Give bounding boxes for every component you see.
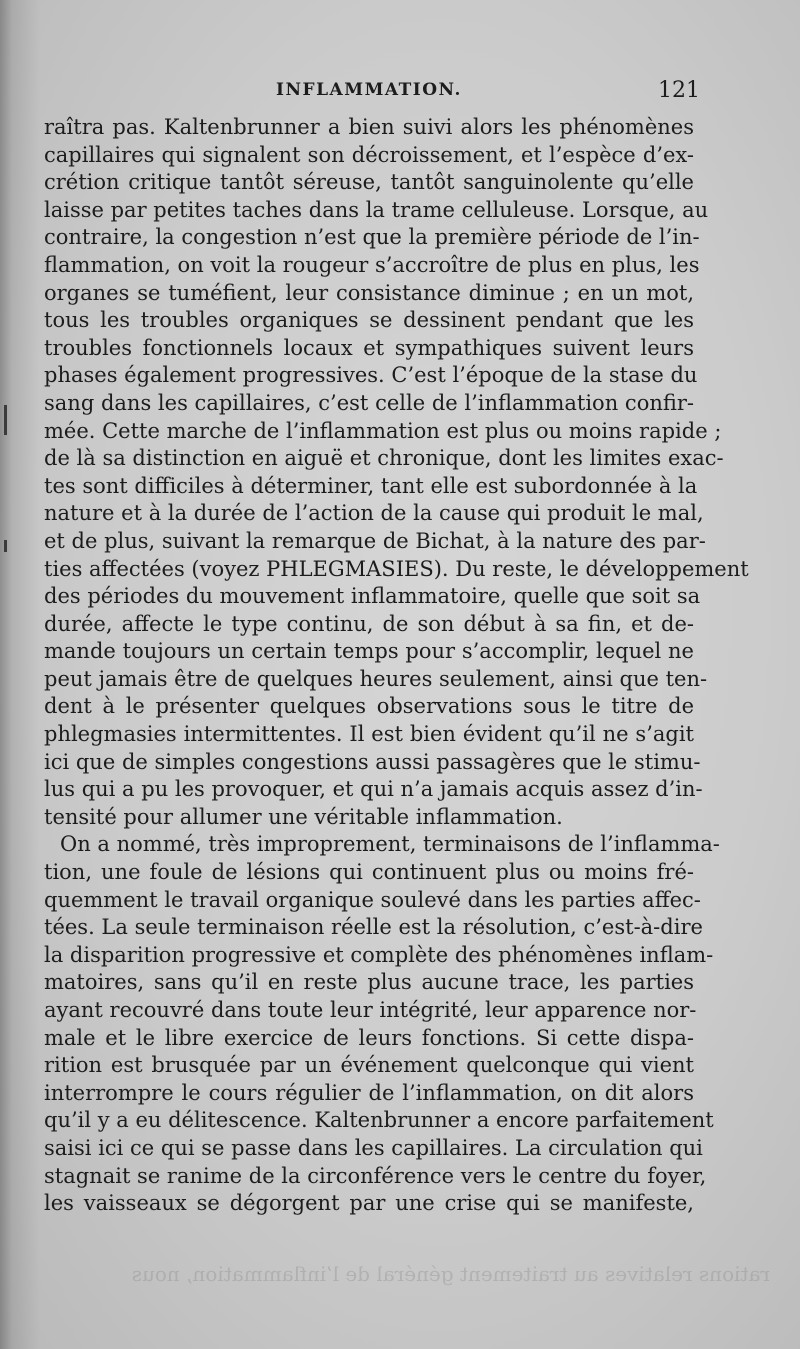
text-line: tensité pour allumer une véritable inflammation.: [44, 804, 563, 829]
binding-shadow-mark: [4, 405, 7, 435]
text-line: tées. La seule terminaison réelle est la résolution, c’est-à-dire: [44, 915, 703, 940]
text-line: tion, une foule de lésions qui continuent plus ou moins fré-: [44, 860, 694, 885]
text-line: la disparition progressive et complète des phénomènes inflam-: [44, 942, 714, 967]
page-header: [44, 78, 700, 104]
text-line: organes se tuméfient, leur consistance diminue ; en un mot,: [44, 280, 694, 305]
text-line: crétion critique tantôt séreuse, tantôt sanguinolente qu’elle: [44, 170, 694, 195]
text-line: troubles fonctionnels locaux et sympathiques suivent leurs: [44, 335, 694, 360]
text-line: matoires, sans qu’il en reste plus aucune trace, les parties: [44, 970, 694, 995]
text-line: raîtra pas. Kaltenbrunner a bien suivi alors les phénomènes: [44, 115, 694, 139]
text-line: stagnait se ranime de la circonférence vers le centre du foyer,: [44, 1163, 707, 1188]
text-line: de là sa distinction en aiguë et chronique, dont les limites exac-: [44, 446, 724, 471]
text-line: On a nommé, très improprement, terminaisons de l’inflamma-: [60, 832, 720, 857]
text-line: male et le libre exercice de leurs fonctions. Si cette dispa-: [44, 1025, 694, 1050]
show-through-text: rations relatives au traitement général de l’inflammation, nous: [131, 1262, 770, 1286]
running-title: INFLAMMATION.: [276, 80, 462, 100]
text-line: laisse par petites taches dans la trame celluleuse. Lorsque, au: [44, 197, 709, 222]
text-line: peut jamais être de quelques heures seulement, ainsi que ten-: [44, 666, 708, 691]
text-line: lus qui a pu les provoquer, et qui n’a jamais acquis assez d’in-: [44, 777, 703, 802]
text-line: ties affectées (voyez PHLEGMASIES). Du reste, le développement: [44, 556, 749, 581]
text-line: et de plus, suivant la remarque de Bichat, à la nature des par-: [44, 528, 706, 553]
text-line: dent à le présenter quelques observations sous le titre de: [44, 694, 694, 719]
text-line: qu’il y a eu délitescence. Kaltenbrunner a encore parfaitement: [44, 1108, 714, 1133]
page-number: 121: [658, 78, 700, 103]
text-line: rition est brusquée par un événement quelconque qui vient: [44, 1053, 694, 1078]
text-line: mande toujours un certain temps pour s’accomplir, lequel ne: [44, 639, 694, 664]
text-line: contraire, la congestion n’est que la première période de l’in-: [44, 225, 700, 250]
text-line: interrompre le cours régulier de l’inflammation, on dit alors: [44, 1080, 694, 1105]
text-line: mée. Cette marche de l’inflammation est plus ou moins rapide ;: [44, 418, 722, 443]
body-text: [44, 114, 749, 1218]
text-line: quemment le travail organique soulevé dans les parties affec-: [44, 887, 701, 912]
text-line: tous les troubles organiques se dessinent pendant que les: [44, 308, 694, 333]
text-line: durée, affecte le type continu, de son début à sa fin, et de-: [44, 611, 694, 636]
text-line: phlegmasies intermittentes. Il est bien évident qu’il ne s’agit: [44, 722, 694, 747]
text-line: saisi ici ce qui se passe dans les capillaires. La circulation qui: [44, 1135, 703, 1160]
binding-shadow-mark: [4, 540, 7, 552]
text-line: tes sont difficiles à déterminer, tant elle est subordonnée à la: [44, 473, 698, 498]
text-line: flammation, on voit la rougeur s’accroître de plus en plus, les: [44, 252, 700, 277]
text-line: les vaisseaux se dégorgent par une crise qui se manifeste,: [44, 1191, 694, 1216]
text-line: capillaires qui signalent son décroissement, et l’espèce d’ex-: [44, 142, 694, 167]
text-line: sang dans les capillaires, c’est celle de l’inflammation confir-: [44, 390, 694, 415]
text-line: ayant recouvré dans toute leur intégrité, leur apparence nor-: [44, 998, 697, 1022]
text-line: des périodes du mouvement inflammatoire, quelle que soit sa: [44, 584, 701, 609]
text-line: ici que de simples congestions aussi passagères que le stimu-: [44, 749, 701, 774]
text-line: nature et à la durée de l’action de la cause qui produit le mal,: [44, 501, 704, 526]
text-line: phases également progressives. C’est l’époque de la stase du: [44, 363, 698, 388]
